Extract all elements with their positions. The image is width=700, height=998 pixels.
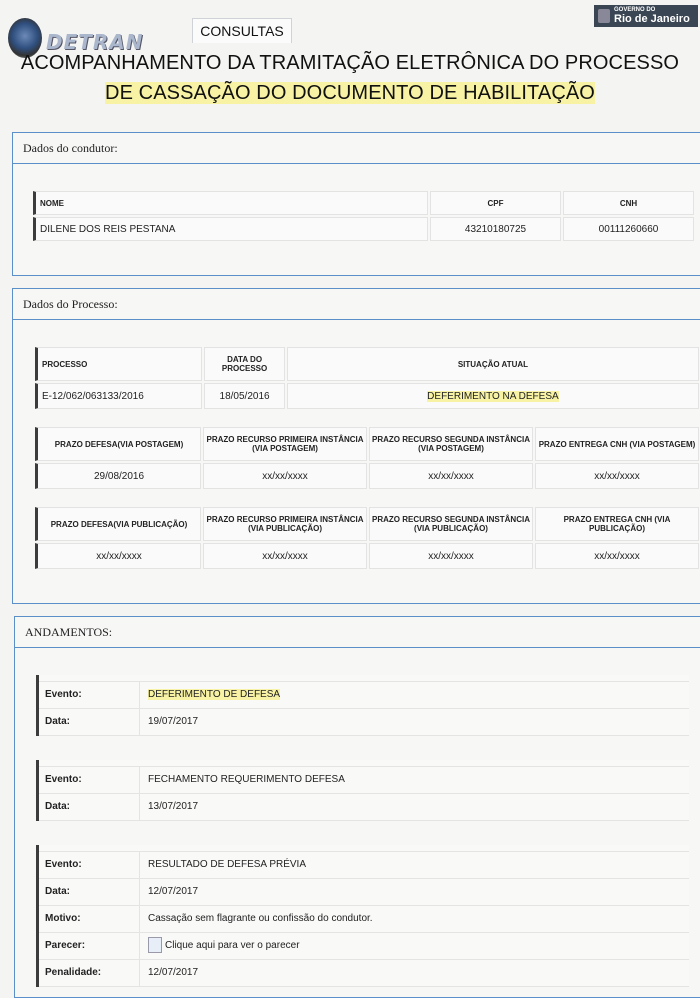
andamento-event-1 (36, 675, 689, 736)
prazos-publicacao-table (33, 505, 700, 571)
gov-small-label: GOVERNO DO (614, 7, 656, 13)
evento-value: FECHAMENTO REQUERIMENTO DEFESA (148, 774, 345, 785)
condutor-section-title: Dados do condutor: (13, 133, 700, 164)
andamentos-section-title: ANDAMENTOS: (15, 617, 700, 648)
situacao-cell (287, 383, 699, 409)
parecer-link-text[interactable]: Clique aqui para ver o parecer (165, 940, 300, 951)
gov-name: Rio de Janeiro (614, 13, 690, 25)
prazo-cnh-publicacao-value: xx/xx/xxxx (535, 543, 699, 569)
page-title-line1: ACOMPANHAMENTO DA TRAMITAÇÃO ELETRÔNICA DO PROCESSO (20, 52, 680, 74)
situacao-value: DEFERIMENTO NA DEFESA (427, 390, 559, 402)
data-label: Data: (39, 879, 140, 905)
andamento-event-2 (36, 760, 689, 821)
data-value: 12/07/2017 (148, 886, 199, 897)
col-cpf: CPF (430, 191, 561, 215)
data-value: 19/07/2017 (148, 716, 199, 727)
penalidade-label: Penalidade: (39, 960, 140, 986)
evento-value: RESULTADO DE DEFESA PRÉVIA (148, 859, 307, 870)
prazo-recurso2-publicacao-value: xx/xx/xxxx (369, 543, 533, 569)
col-prazo-recurso2-publicacao: PRAZO RECURSO SEGUNDA INSTÂNCIA (VIA PUBLICAÇÃO) (369, 507, 533, 541)
data-label: Data: (39, 709, 140, 735)
processo-value: E-12/062/063133/2016 (35, 383, 202, 409)
prazo-recurso1-publicacao-value: xx/xx/xxxx (203, 543, 367, 569)
data-label: Data: (39, 794, 140, 820)
evento-label: Evento: (39, 767, 140, 793)
motivo-value: Cassação sem flagrante ou confissão do condutor. (148, 913, 373, 924)
cpf-value: 43210180725 (430, 217, 561, 241)
col-processo: PROCESSO (35, 347, 202, 381)
col-prazo-defesa-postagem: PRAZO DEFESA(VIA POSTAGEM) (35, 427, 201, 461)
col-prazo-recurso2-postagem: PRAZO RECURSO SEGUNDA INSTÂNCIA (VIA POSTAGEM) (369, 427, 533, 461)
condutor-section (12, 132, 700, 276)
evento-label: Evento: (39, 852, 140, 878)
page-title-line2-text: DE CASSAÇÃO DO DOCUMENTO DE HABILITAÇÃO (105, 82, 595, 104)
col-prazo-recurso1-publicacao: PRAZO RECURSO PRIMEIRA INSTÂNCIA (VIA PUBLICAÇÃO) (203, 507, 367, 541)
col-data-processo: DATA DO PROCESSO (204, 347, 285, 381)
data-value: 13/07/2017 (148, 801, 199, 812)
tab-consultas[interactable]: CONSULTAS (192, 18, 292, 43)
col-prazo-cnh-publicacao: PRAZO ENTREGA CNH (VIA PUBLICAÇÃO) (535, 507, 699, 541)
prazo-defesa-publicacao-value: xx/xx/xxxx (35, 543, 201, 569)
cnh-value: 00111260660 (563, 217, 694, 241)
processo-section-title: Dados do Processo: (13, 289, 700, 320)
col-nome: NOME (33, 191, 428, 215)
col-cnh: CNH (563, 191, 694, 215)
nome-value: DILENE DOS REIS PESTANA (33, 217, 428, 241)
document-icon[interactable] (148, 937, 162, 953)
gov-rio-badge (594, 5, 698, 27)
data-processo-value: 18/05/2016 (204, 383, 285, 409)
andamento-event-3 (36, 845, 689, 987)
penalidade-value: 12/07/2017 (148, 967, 199, 978)
evento-label: Evento: (39, 682, 140, 708)
col-prazo-cnh-postagem: PRAZO ENTREGA CNH (VIA POSTAGEM) (535, 427, 699, 461)
prazo-recurso2-postagem-value: xx/xx/xxxx (369, 463, 533, 489)
processo-table (33, 345, 700, 411)
evento-value (140, 682, 689, 708)
col-situacao: SITUAÇÃO ATUAL (287, 347, 699, 381)
evento-value-text: DEFERIMENTO DE DEFESA (148, 689, 281, 700)
col-prazo-defesa-publicacao: PRAZO DEFESA(VIA PUBLICAÇÃO) (35, 507, 201, 541)
prazo-recurso1-postagem-value: xx/xx/xxxx (203, 463, 367, 489)
parecer-link[interactable] (140, 933, 689, 959)
parecer-label: Parecer: (39, 933, 140, 959)
page-title-line2 (0, 82, 700, 105)
prazo-cnh-postagem-value: xx/xx/xxxx (535, 463, 699, 489)
rio-crest-icon (598, 9, 610, 23)
motivo-label: Motivo: (39, 906, 140, 932)
prazo-defesa-postagem-value: 29/08/2016 (35, 463, 201, 489)
processo-section (12, 288, 700, 604)
detran-logo-text: DETRAN (46, 30, 144, 54)
col-prazo-recurso1-postagem: PRAZO RECURSO PRIMEIRA INSTÂNCIA (VIA POSTAGEM) (203, 427, 367, 461)
prazos-postagem-table (33, 425, 700, 491)
condutor-table (31, 189, 696, 243)
